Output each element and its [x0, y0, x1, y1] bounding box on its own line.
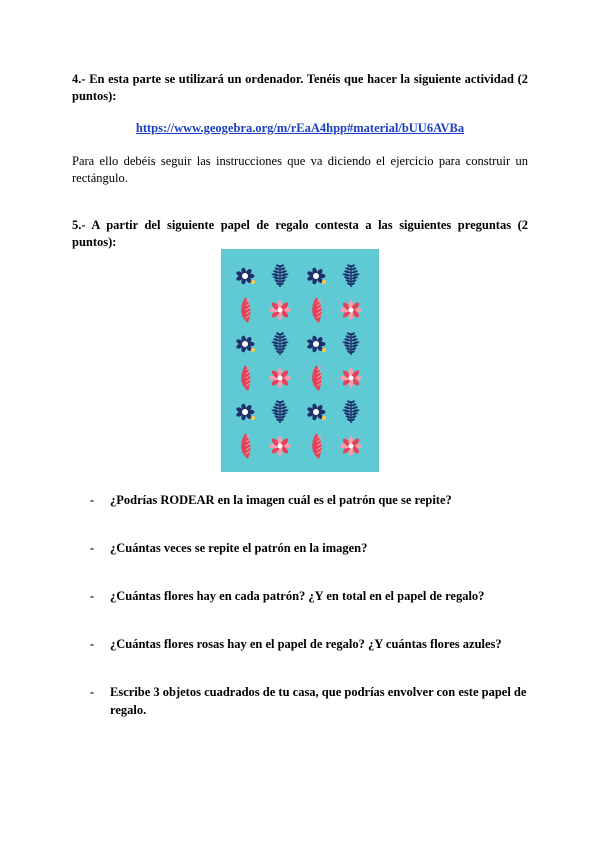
- pink-flower-icon: [269, 368, 291, 388]
- bullet-marker: -: [90, 493, 95, 507]
- geogebra-link[interactable]: https://www.geogebra.org/m/rEaA4hpp#material/bUU6AVBa: [135, 121, 465, 135]
- bullet-marker: -: [90, 637, 95, 651]
- bullet-marker: -: [90, 685, 95, 699]
- pink-flower-icon: [340, 436, 362, 456]
- question-5-item: ¿Podrías RODEAR en la imagen cuál es el patrón que se repite?: [110, 493, 452, 507]
- question-4-title: 4.- En esta parte se utilizará un ordenador. Tenéis que hacer la siguiente actividad (2 puntos):: [72, 72, 528, 103]
- pink-flower-icon: [340, 300, 362, 320]
- question-5-title: 5.- A partir del siguiente papel de regalo contesta a las siguientes preguntas (2 puntos):: [72, 218, 528, 249]
- question-4-instructions: Para ello debéis seguir las instrucciones que va diciendo el ejercicio para construir un rectángulo.: [72, 154, 528, 185]
- bullet-marker: -: [90, 541, 95, 555]
- gift-paper-image: [221, 249, 379, 472]
- question-5-item: ¿Cuántas veces se repite el patrón en la imagen?: [110, 541, 368, 555]
- question-5-item: Escribe 3 objetos cuadrados de tu casa, que podrías envolver con este papel de regalo.: [110, 685, 527, 717]
- gift-paper-pattern: [221, 249, 379, 472]
- pink-flower-icon: [269, 436, 291, 456]
- pink-flower-icon: [269, 300, 291, 320]
- bullet-marker: -: [90, 589, 95, 603]
- question-5-item: ¿Cuántas flores hay en cada patrón? ¿Y en total en el papel de regalo?: [110, 589, 485, 603]
- question-5-item: ¿Cuántas flores rosas hay en el papel de regalo? ¿Y cuántas flores azules?: [110, 637, 502, 651]
- pink-flower-icon: [340, 368, 362, 388]
